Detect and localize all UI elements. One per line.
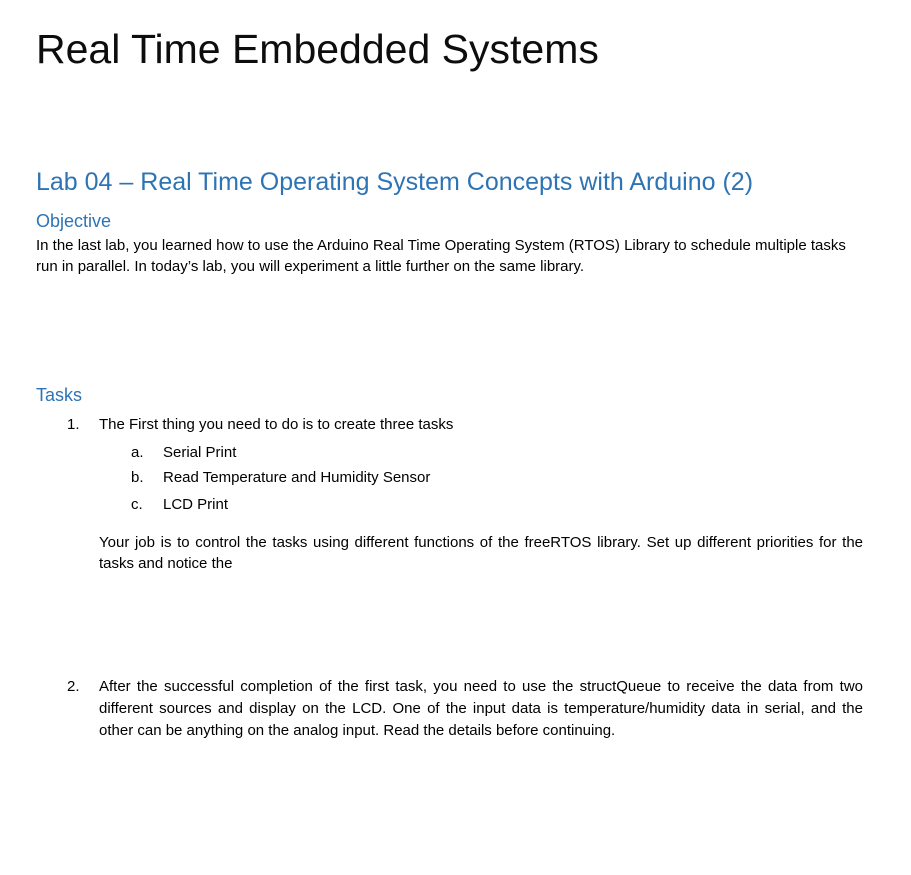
objective-heading: Objective <box>36 211 112 231</box>
tasks-heading: Tasks <box>36 385 83 405</box>
task-text: After the successful completion of the first task, you need to use the structQueue to receive the data from two different sources and display on the LCD. One of the input data is temperature/humidity data in serial, and the other can be anything on the analog input. Read the details before continuing. <box>99 678 863 739</box>
subtask-text: LCD Print <box>163 496 229 513</box>
document-title: Real Time Embedded Systems <box>36 26 599 72</box>
lab-heading: Lab 04 – Real Time Operating System Concepts with Arduino (2) <box>36 168 754 196</box>
subtask-letter: a. <box>131 444 144 461</box>
subtask-text: Serial Print <box>163 444 237 461</box>
subtask-letter: b. <box>131 469 144 486</box>
subtask-text: Read Temperature and Humidity Sensor <box>163 469 431 486</box>
subtask-letter: c. <box>131 496 143 513</box>
task-note: Your job is to control the tasks using different functions of the freeRTOS library. Set up different priorities for the tasks and notice the <box>99 534 863 572</box>
task-number: 2. <box>67 678 80 695</box>
task-number: 1. <box>67 416 80 433</box>
objective-paragraph: In the last lab, you learned how to use the Arduino Real Time Operating System (RTOS) Library to schedule multiple tasks run in parallel. In today’s lab, you will experiment a little further on the same library. <box>36 237 846 275</box>
task-text: The First thing you need to do is to create three tasks <box>99 416 454 433</box>
